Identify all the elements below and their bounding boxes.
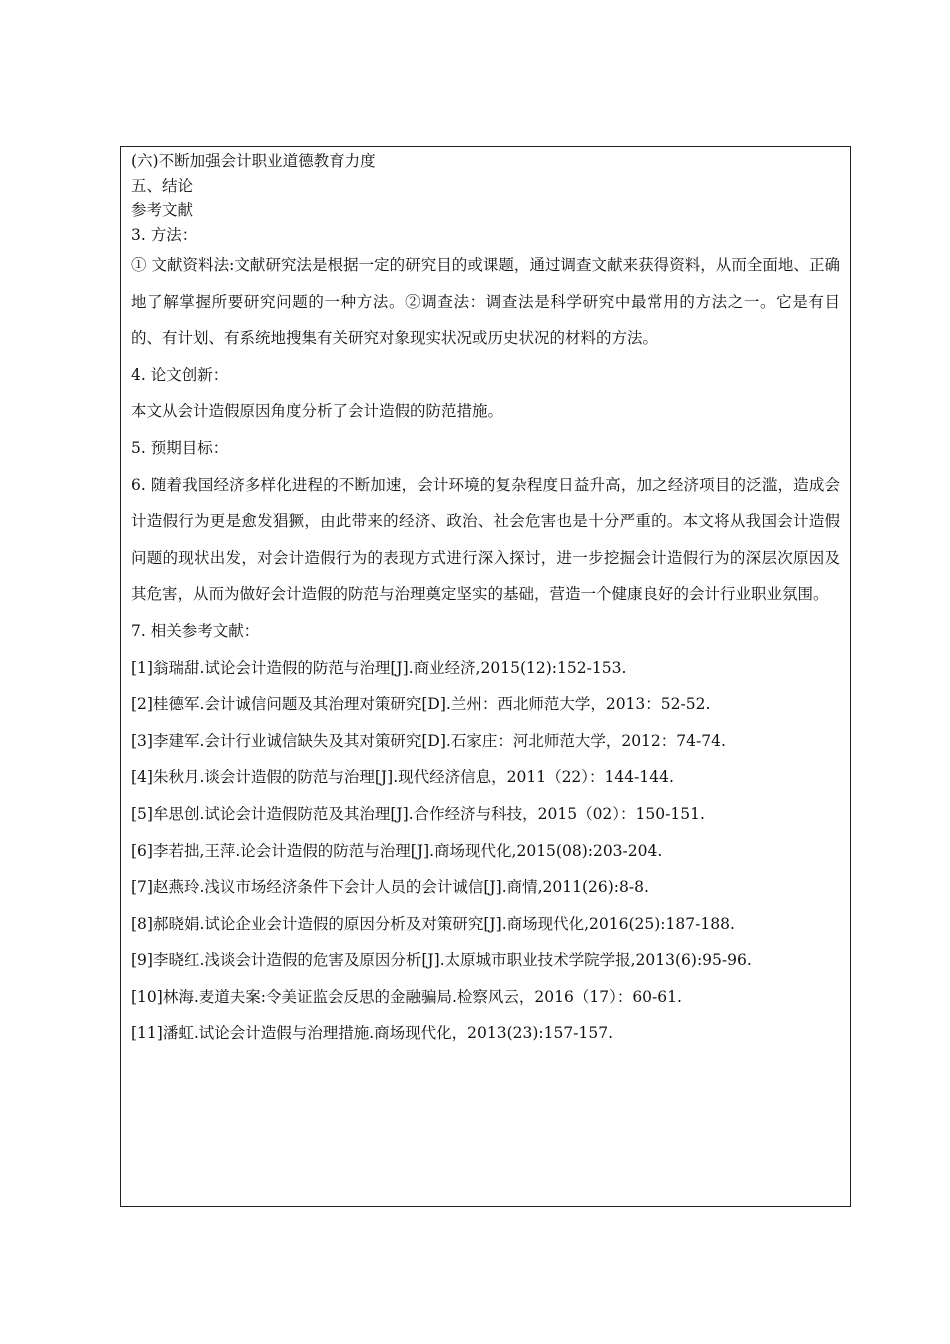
- goals-text: 6. 随着我国经济多样化进程的不断加速，会计环境的复杂程度日益升高，加之经济项目的泛滥，造成会计造假行为更是愈发猖獗，由此带来的经济、政治、社会危害也是十分严重的。本文将从我国会计造假问题的现状出发，对会计造假行为的表现方式进行深入探讨，进一步挖掘会计造假行为的深层次原因及其危害，从而为做好会计造假的防范与治理奠定坚实的基础，营造一个健康良好的会计行业职业氛围。: [131, 475, 840, 604]
- reference-item: [3]李建军.会计行业诚信缺失及其对策研究[D].石家庄：河北师范大学，2012：74-74.: [131, 731, 726, 750]
- reference-item: [10]林海.麦道夫案:令美证监会反思的金融骗局.检察风云，2016（17）：60-61.: [131, 987, 682, 1006]
- innovation-text: 本文从会计造假原因角度分析了会计造假的防范措施。: [131, 402, 504, 421]
- methods-text: ① 文献资料法:文献研究法是根据一定的研究目的或课题，通过调查文献来获得资料，从而全面地、正确地了解掌握所要研究问题的一种方法。②调查法：调查法是科学研究中最常用的方法之一。它是有目的、有计划、有系统地搜集有关研究对象现实状况或历史状况的材料的方法。: [131, 256, 840, 348]
- outline-item: 五、结论: [131, 176, 194, 195]
- reference-item: [5]牟思创.试论会计造假防范及其治理[J].合作经济与科技，2015（02）：150-151.: [131, 804, 705, 823]
- proposal-table-cell: [120, 146, 851, 1207]
- reference-item: [11]潘虹.试论会计造假与治理措施.商场现代化，2013(23):157-157.: [131, 1024, 613, 1043]
- reference-item: [6]李若拙,王萍.论会计造假的防范与治理[J].商场现代化,2015(08):203-204.: [131, 841, 663, 860]
- references-heading: 7. 相关参考文献：: [131, 621, 260, 640]
- proposal-body: [131, 247, 840, 1052]
- outline-tail: [131, 149, 840, 247]
- reference-item: [1]翁瑞甜.试论会计造假的防范与治理[J].商业经济,2015(12):152-153.: [131, 658, 627, 677]
- reference-item: [8]郝晓娟.试论企业会计造假的原因分析及对策研究[J].商场现代化,2016(25):187-188.: [131, 914, 735, 933]
- section-heading-goals: 5. 预期目标：: [131, 438, 229, 457]
- section-heading-methods: 3. 方法：: [131, 225, 198, 244]
- reference-item: [7]赵燕玲.浅议市场经济条件下会计人员的会计诚信[J].商情,2011(26):8-8.: [131, 878, 649, 897]
- outline-item: (六)不断加强会计职业道德教育力度: [131, 152, 376, 170]
- outline-item: 参考文献: [131, 201, 194, 219]
- reference-item: [2]桂德军.会计诚信问题及其治理对策研究[D].兰州：西北师范大学，2013：52-52.: [131, 695, 711, 714]
- reference-item: [4]朱秋月.谈会计造假的防范与治理[J].现代经济信息，2011（22）：144-144.: [131, 768, 674, 787]
- reference-item: [9]李晓红.浅谈会计造假的危害及原因分析[J].太原城市职业技术学院学报,2013(6):95-96.: [131, 951, 752, 970]
- section-heading-innovation: 4. 论文创新：: [131, 365, 229, 384]
